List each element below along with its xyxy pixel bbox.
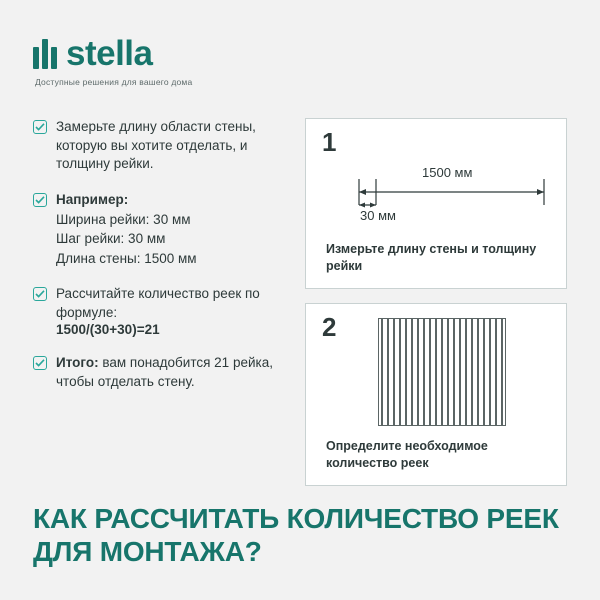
slat [465, 319, 467, 425]
example-group [56, 191, 197, 268]
logo-row [33, 36, 283, 71]
slat [477, 319, 479, 425]
slat [453, 319, 455, 425]
slat [501, 319, 503, 425]
step-caption: Измерьте длину стены и толщину рейки [326, 242, 537, 273]
stella-bars-icon [33, 39, 57, 69]
slat [405, 319, 407, 425]
total-title: Итого: [56, 355, 99, 371]
instruction-list [33, 118, 283, 409]
check-icon [33, 193, 47, 207]
slat [441, 319, 443, 425]
slat [435, 319, 437, 425]
measurement-diagram [354, 165, 550, 227]
slat [393, 319, 395, 425]
step-card-1 [305, 118, 567, 289]
formula-group [56, 285, 283, 337]
list-item [33, 191, 283, 268]
page-headline: КАК РАССЧИТАТЬ КОЛИЧЕСТВО РЕЕК ДЛЯ МОНТАЖА? [33, 503, 559, 567]
step-number: 1 [322, 127, 337, 157]
step-caption: Определите необходимое количество реек [326, 439, 488, 470]
list-item-text: Рассчитайте количество реек по формуле: [56, 286, 260, 320]
slat [423, 319, 425, 425]
formula-text: 1500/(30+30)=21 [56, 322, 160, 338]
slat [459, 319, 461, 425]
total-body: вам понадобится 21 рейка, чтобы отделать стену. [56, 355, 273, 390]
slat [417, 319, 419, 425]
slat [471, 319, 473, 425]
check-icon [33, 356, 47, 370]
slat [411, 319, 413, 425]
slat [387, 319, 389, 425]
slats-diagram [378, 318, 506, 426]
example-line: Шаг рейки: 30 мм [56, 231, 166, 247]
dimension-short-label: 30 мм [360, 208, 396, 223]
step-card-2 [305, 303, 567, 486]
slat [447, 319, 449, 425]
list-item [33, 285, 283, 337]
slat [483, 319, 485, 425]
brand-name: stella [66, 34, 153, 73]
step-number: 2 [322, 312, 337, 342]
slat [381, 319, 383, 425]
slat [429, 319, 431, 425]
slat [495, 319, 497, 425]
slat [489, 319, 491, 425]
example-line: Длина стены: 1500 мм [56, 250, 197, 266]
list-item-text: Замерьте длину области стены, которую вы хотите отделать, и толщину рейки. [56, 119, 256, 172]
total-text [56, 354, 283, 391]
list-item [33, 354, 283, 391]
example-title: Например: [56, 191, 129, 207]
example-line: Ширина рейки: 30 мм [56, 211, 191, 227]
brand-tagline: Доступные решения для вашего дома [35, 77, 193, 87]
brand-logo [33, 36, 283, 87]
dimension-long-label: 1500 мм [422, 165, 473, 180]
check-icon [33, 120, 47, 134]
check-icon [33, 287, 47, 301]
slat [399, 319, 401, 425]
list-item [33, 118, 283, 174]
